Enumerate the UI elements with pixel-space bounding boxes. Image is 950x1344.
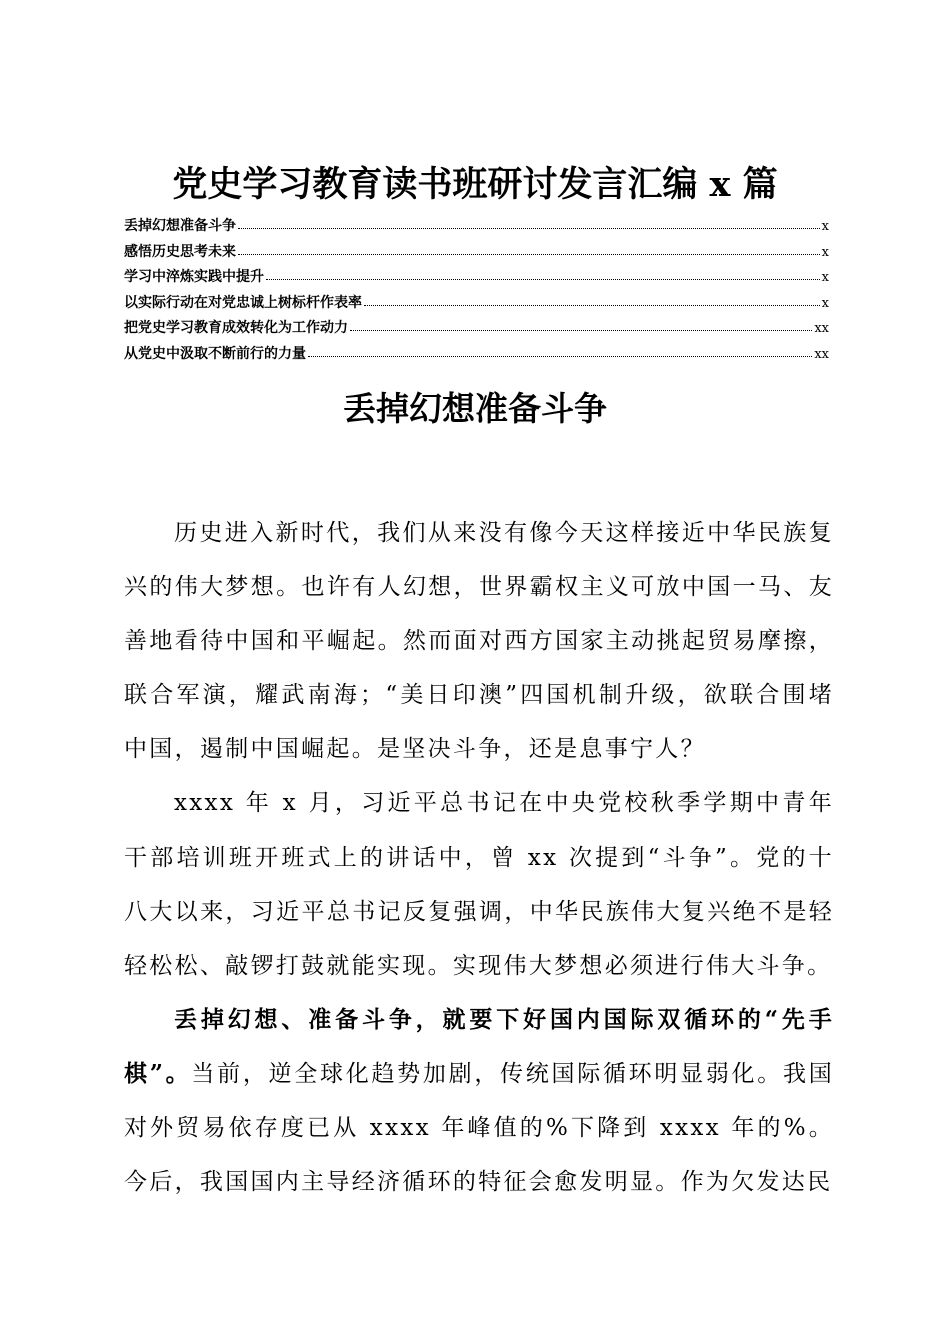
toc-entry[interactable] bbox=[124, 291, 829, 317]
toc-entry-page: xx bbox=[814, 346, 829, 362]
document-title: 党史学习教育读书班研讨发言汇编 x 篇 bbox=[172, 164, 778, 205]
toc-entry[interactable] bbox=[124, 240, 829, 266]
toc-entry[interactable] bbox=[124, 214, 829, 240]
toc-entry-label: 丢掉幻想准备斗争 bbox=[124, 218, 236, 234]
toc-entry-page: x bbox=[821, 295, 829, 311]
toc-entry-label: 以实际行动在对党忠诚上树标杆作表率 bbox=[124, 294, 362, 311]
toc-entry-page: x bbox=[821, 270, 829, 285]
paragraph-lead: 丢掉幻想、准备斗争，就要下好国内国际双循环的“先手棋”。 bbox=[124, 1005, 834, 1087]
toc-dot-leader bbox=[238, 250, 820, 255]
toc-entry[interactable] bbox=[124, 265, 829, 291]
toc-entry-label: 学习中淬炼实践中提升 bbox=[124, 269, 264, 285]
toc-dot-leader bbox=[308, 352, 812, 357]
body-paragraph bbox=[124, 506, 834, 776]
toc-entry-page: xx bbox=[814, 321, 829, 336]
body-paragraph bbox=[124, 993, 834, 1209]
section-title: 丢掉幻想准备斗争 bbox=[343, 389, 607, 428]
section-body bbox=[124, 506, 834, 1209]
toc-dot-leader bbox=[364, 301, 820, 306]
paragraph-text: xxxx 年 x 月，习近平总书记在中央党校秋季学期中青年干部培训班开班式上的讲话中，曾 xx 次提到“斗争”。党的十八大以来，习近平总书记反复强调，中华民族伟大复兴绝不是轻轻松松、敲锣打鼓就能实现。实现伟大梦想必须进行伟大斗争。 bbox=[124, 790, 834, 979]
toc-entry-page: x bbox=[821, 219, 829, 234]
toc-entry-label: 感悟历史思考未来 bbox=[124, 243, 236, 260]
table-of-contents bbox=[124, 214, 829, 367]
toc-entry-label: 把党史学习教育成效转化为工作动力 bbox=[124, 320, 348, 336]
toc-entry-label: 从党史中汲取不断前行的力量 bbox=[124, 345, 306, 362]
paragraph-text: 当前，逆全球化趋势加剧，传统国际循环明显弱化。我国对外贸易依存度已从 xxxx 年峰值的%下降到 xxxx 年的%。今后，我国国内主导经济循环的特征会愈发明显。作为欠发达民 bbox=[124, 1060, 835, 1196]
toc-dot-leader bbox=[266, 275, 820, 280]
paragraph-text: 历史进入新时代，我们从来没有像今天这样接近中华民族复兴的伟大梦想。也许有人幻想，世界霸权主义可放中国一马、友善地看待中国和平崛起。然而面对西方国家主动挑起贸易摩擦，联合军演，耀武南海；“美日印澳”四国机制升级，欲联合围堵中国，遏制中国崛起。是坚决斗争，还是息事宁人？ bbox=[124, 520, 834, 763]
toc-dot-leader bbox=[238, 224, 820, 229]
toc-dot-leader bbox=[350, 326, 812, 331]
toc-entry-page: x bbox=[821, 244, 829, 260]
body-paragraph bbox=[124, 776, 834, 992]
toc-entry[interactable] bbox=[124, 342, 829, 368]
toc-entry[interactable] bbox=[124, 316, 829, 342]
